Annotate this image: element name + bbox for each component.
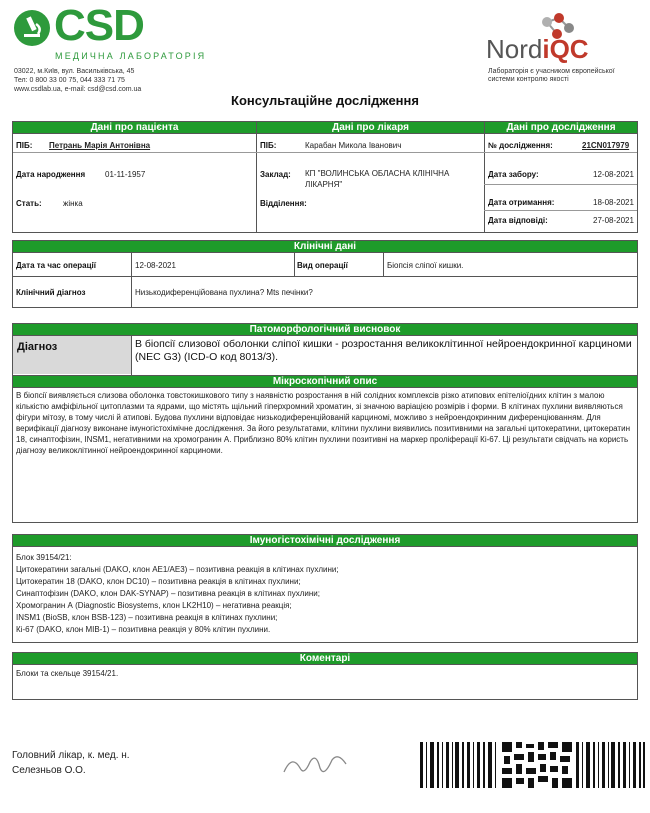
pathology-diag-value: В біопсії слизової оболонки сліпої кишки - розростання великоклітинної нейроендокринної карциноми (NEC G3) (ICD-O код 8013/3). [135, 338, 632, 363]
comments-block [12, 652, 638, 700]
doctor-inst-value: КП "ВОЛИНСЬКА ОБЛАСНА КЛІНІЧНА ЛІКАРНЯ" [305, 169, 450, 189]
nordiqc-caption: Лабораторія є учасником європейської системи контролю якості [488, 68, 615, 83]
csd-logo-subtitle: МЕДИЧНА ЛАБОРАТОРІЯ [55, 51, 207, 61]
pathology-block [12, 323, 638, 523]
ihc-line: Цитокератини загальні (DAKO, клон AE1/AE3) – позитивна реакція в клітинах пухлини; [16, 565, 339, 574]
doctor-inst-label: Заклад: [260, 170, 291, 179]
ihc-line: Кі-67 (DAKO, клон MIB-1) – позитивна реакція у 80% клітин пухлини. [16, 625, 271, 634]
doctor-name-value: Карабан Микола Іванович [305, 141, 402, 150]
csd-logo-icon [14, 10, 50, 46]
patient-header: Дані про пацієнта [13, 122, 256, 133]
clinical-header: Клінічні дані [13, 241, 637, 252]
signatory-title: Головний лікар, к. мед. н. [12, 750, 130, 761]
clinical-diag-label: Клінічний діагноз [16, 288, 86, 297]
web-line: www.csdlab.ua, e-mail: csd@csd.com.ua [14, 86, 142, 93]
patient-dob-label: Дата народження [16, 170, 86, 179]
study-received-value: 18-08-2021 [593, 198, 634, 207]
nordiqc-logo: NordiQC [486, 34, 589, 64]
study-response-label: Дата відповіді: [488, 216, 548, 225]
patient-sex-value: жінка [63, 199, 83, 208]
micro-header: Мікроскопічний опис [13, 376, 637, 387]
doctor-name-label: ПІБ: [260, 141, 277, 150]
phone-line: Тел: 0 800 33 00 75, 044 333 71 75 [14, 77, 125, 84]
ihc-line: Цитокератин 18 (DAKO, клон DC10) – позитивна реакція в клітинах пухлини; [16, 577, 301, 586]
micro-text: В біопсії виявляється слизова оболонка товстокишкового типу з наявністю розростання в ній солідних комплексів різко атипових епітеліоїдних клітин з малою кількістю амфіфільної цитоплазми та ядрами, що містять щільний гіперхромний хроматин, зі значною варіацією розмірів і форми. В клітинах пухлини виявляються фігури мітозу, в тому числі й атипові. Будова пухлини відповідає низькодиференційованій карциномі, можливо з нейроендокринним диференціюванням. Для верифікації діагнозу виконане імуногістохімічне дослідження. За його результатами, клітини пухлини виявились позитивними на загальні цитокератини, цитокератин 18, синаптофізин, INSM1, негативними на хромогранин А. Приблизно 80% клітин пухлини позитивні на маркер проліферації Кі-67. Ці результати свідчать на користь діагнозу великоклітинної нейроендокринної карциноми. [16, 391, 630, 455]
patient-dob-value: 01-11-1957 [105, 170, 146, 179]
comments-header: Коментарі [13, 653, 637, 664]
patient-name-label: ПІБ: [16, 141, 33, 150]
address-line: 03022, м.Київ, вул. Васильківська, 45 [14, 68, 135, 75]
ihc-line: Хромогранин А (Diagnostic Biosystems, клон LK2H10) – негативна реакція; [16, 601, 292, 610]
ihc-header: Імуногістохімічні дослідження [13, 535, 637, 546]
patient-name-value: Петрань Марія Антонівна [49, 141, 151, 150]
study-collect-label: Дата забору: [488, 170, 539, 179]
study-num-label: № дослідження: [488, 141, 553, 150]
study-response-value: 27-08-2021 [593, 216, 634, 225]
page-title: Консультаційне дослідження [231, 93, 419, 108]
op-date-label: Дата та час операції [16, 261, 96, 270]
pathology-header: Патоморфологічний висновок [13, 324, 637, 335]
comments-text: Блоки та скельце 39154/21. [16, 669, 119, 678]
study-num-value: 21CN017979 [582, 141, 630, 150]
csd-logo-text: CSD [54, 1, 144, 50]
op-date-value: 12-08-2021 [135, 261, 176, 270]
ihc-block [12, 534, 638, 643]
ihc-line: Блок 39154/21: [16, 553, 72, 562]
info-block [12, 121, 638, 233]
study-received-label: Дата отримання: [488, 198, 555, 207]
study-collect-value: 12-08-2021 [593, 170, 634, 179]
study-header: Дані про дослідження [485, 122, 637, 133]
pathology-diag-label: Діагноз [17, 341, 58, 353]
barcode-icon [420, 740, 645, 790]
clinical-block [12, 240, 638, 308]
op-type-label: Вид операції [297, 261, 348, 270]
ihc-line: Синаптофізин (DAKO, клон DAK-SYNAP) – позитивна реакція в клітинах пухлини; [16, 589, 320, 598]
doctor-dept-label: Відділення: [260, 199, 307, 208]
ihc-line: INSM1 (BioSB, клон BSB-123) – позитивна реакція в клітинах пухлини; [16, 613, 278, 622]
patient-sex-label: Стать: [16, 199, 42, 208]
signatory-name: Селезньов О.О. [12, 765, 86, 776]
signature-mark [280, 752, 350, 782]
doctor-header: Дані про лікаря [257, 122, 484, 133]
clinical-diag-value: Низькодиференційована пухлина? Mts печінки? [135, 288, 313, 297]
op-type-value: Біопсія сліпої кишки. [387, 261, 464, 270]
